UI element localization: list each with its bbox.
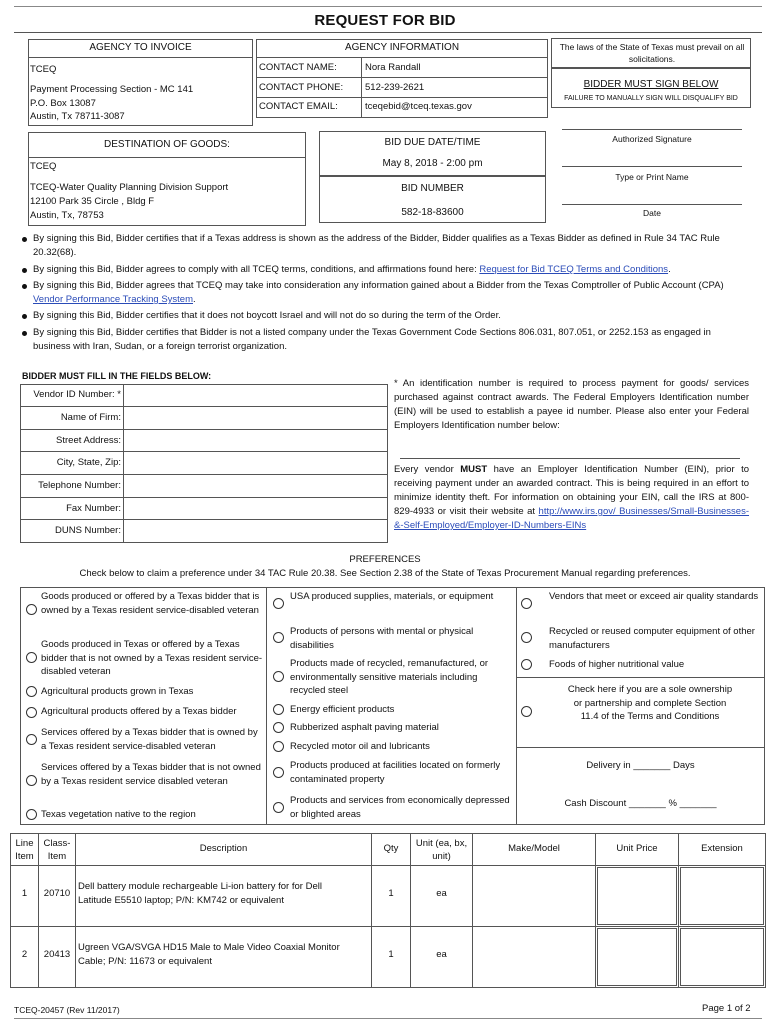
invoice-line: TCEQ [30,64,57,75]
firm-name-input[interactable] [125,408,386,428]
pref-radio[interactable] [273,767,284,778]
laws-notice-box [551,38,751,68]
bullet-icon [22,331,27,336]
authorized-signature-label: Authorized Signature [612,134,692,144]
row2-make-model-input[interactable] [474,928,594,986]
pref-radio[interactable] [26,686,37,697]
ein-input[interactable] [400,440,740,458]
laws-notice: The laws of the State of Texas must prevail on all solicitations. [559,42,745,64]
pref-col1-item: Texas vegetation native to the region [41,809,196,820]
invoice-line: Payment Processing Section - MC 141 [30,84,194,95]
pref-col1-item: Agricultural products offered by a Texas bidder [41,706,237,717]
pref-radio[interactable] [26,604,37,615]
pref-radio[interactable] [273,671,284,682]
certification-3: By signing this Bid, Bidder agrees that TCEQ may take into consideration any information gained about a Bidder from the Texas Comptroller of Public Account (CPA) Vendor Performance Tracking System. [33,280,724,305]
pref-col2-item: Rubberized asphalt paving material [290,722,439,733]
pref-radio[interactable] [521,659,532,670]
irs-website-link[interactable]: http://www.irs.gov/ Businesses/Small-Businesses-&-Self-Employed/Employer-ID-Numbers-EINs [394,506,750,531]
fax-input[interactable] [125,499,386,518]
certification-1: By signing this Bid, Bidder certifies that if a Texas address is shown as the address of the Bidder, Bidder qualifies as a Texas Bidder as defined in Rule 34 TAC Rule 20.32(68). [33,233,720,258]
vendor-id-input[interactable] [125,386,386,405]
pref-radio[interactable] [273,632,284,643]
pref-radio[interactable] [26,809,37,820]
col-header-unit: Unit (ea, bx, unit) [415,838,468,862]
certification-2: By signing this Bid, Bidder agrees to comply with all TCEQ terms, conditions, and affirmations found here: Request for Bid TCEQ Terms and Conditions. [33,264,671,275]
pref-radio[interactable] [26,734,37,745]
pref-col1-item: Services offered by a Texas bidder that is not owned by a Texas resident service disabled veteran [41,762,261,787]
pref-col1-item: Agricultural products grown in Texas [41,686,194,697]
pref-col1-item: Goods produced or offered by a Texas bidder that is owned by a Texas resident service-disabled veteran [41,591,260,616]
bid-number-value: 582-18-83600 [401,207,464,218]
row2-qty: 1 [388,949,394,960]
row1-description: Dell battery module rechargeable Li-ion battery for for Dell Latitude E5510 laptop; P/N: KM742 or equivalent [78,881,322,906]
pref-col2-item: Recycled motor oil and lubricants [290,741,430,752]
title-rule [14,32,762,33]
sole-ownership-radio[interactable] [521,706,532,717]
pref-col1-item: Goods produced in Texas or offered by a Texas bidder that is not owned by a Texas resident service-disabled veteran [41,639,263,677]
pref-col3-item: Foods of higher nutritional value [549,659,685,670]
ein-requirement-note: Every vendor MUST have an Employer Identification Number (EIN), prior to receiving payment under an awarded contract. This is being required in an effort to minimize identity theft. For information on obtaining your EIN, call the IRS at 800-829-4933 or visit their website at http://www.irs.gov/ Businesses/Small-Businesses-&-Self-Employed/Employer-ID-Numbers-EINs [394,464,750,531]
row1-line: 1 [21,888,28,899]
certification-4: By signing this Bid, Bidder certifies that it does not boycott Israel and will not do so during the term of the Order. [33,310,501,321]
destination-line: TCEQ [30,161,57,172]
pref-col2-item: Products made of recycled, remanufactured, or environmentally sensitive materials including recycled steel [290,658,489,696]
row1-qty: 1 [388,888,394,899]
pref-radio[interactable] [273,802,284,813]
col-header-description: Description [199,843,248,854]
bullet-icon [22,237,27,242]
bid-due-header: BID DUE DATE/TIME [384,137,481,148]
cash-discount: Cash Discount _______ % _______ [564,798,717,809]
pref-radio[interactable] [521,598,532,609]
street-address-label: Street Address: [56,435,121,446]
destination-line: Austin, Tx, 78753 [30,210,104,221]
row1-unit: ea [436,888,447,899]
contact-phone-label: CONTACT PHONE: [259,82,344,93]
vendor-id-label: Vendor ID Number: * [33,389,121,400]
disqualify-label: FAILURE TO MANUALLY SIGN WILL DISQUALIFY BID [564,95,738,102]
terms-conditions-link[interactable]: Request for Bid TCEQ Terms and Conditions [479,264,669,275]
telephone-label: Telephone Number: [38,480,121,491]
type-print-name-label: Type or Print Name [615,172,689,182]
destination-line: 12100 Park 35 Circle , Bldg F [30,196,155,207]
id-number-note: * An identification number is required to process payment for goods/ services purchased against contract awards. The Federal Employers Identification number (EIN) will be used to establish a payee id number. Please also enter your Federal Employers Identification number below: [394,378,749,431]
pref-col1-item: Services offered by a Texas bidder that is owned by a Texas resident service-disabled veteran [41,727,258,752]
row2-unit-price-input[interactable] [597,928,677,986]
pref-col2-item: Energy efficient products [290,704,395,715]
top-rule [14,6,762,7]
row1-unit-price-input[interactable] [597,867,677,925]
pref-col2-item: Products of persons with mental or physical disabilities [290,626,474,651]
contact-phone-value: 512-239-2621 [365,82,425,93]
row2-description: Ugreen VGA/SVGA HD15 Male to Male Video Coaxial Monitor Cable; P/N: 11673 or equivalent [78,942,340,967]
col-header-extension: Extension [701,843,743,854]
bidder-fields-header: BIDDER MUST FILL IN THE FIELDS BELOW: [22,371,212,381]
preferences-header: PREFERENCES [349,554,421,565]
row2-unit: ea [436,949,447,960]
pref-col3-item: Vendors that meet or exceed air quality standards [549,591,759,602]
invoice-line: Austin, Tx 78711-3087 [30,111,125,122]
row1-class: 20710 [43,888,71,899]
date-label: Date [643,208,661,218]
contact-email-value: tceqebid@tceq.texas.gov [365,101,472,112]
city-state-zip-label: City, State, Zip: [56,457,121,468]
sole-ownership-note: Check here if you are a sole ownership or partnership and complete Section 11.4 of the Terms and Conditions [567,684,733,722]
must-sign-label: BIDDER MUST SIGN BELOW [583,79,719,90]
certification-5: By signing this Bid, Bidder certifies that Bidder is not a listed company under the Texas Government Code Sections 806.031, 807.051, or 2252.153 as engaged in business with Iran, Sudan, or a foreign terrorist organization. [33,327,711,352]
pref-radio[interactable] [273,704,284,715]
row2-class: 20413 [43,949,71,960]
pref-col2-item: Products produced at facilities located on formerly contaminated property [290,760,501,785]
destination-line: TCEQ-Water Quality Planning Division Support [30,182,229,193]
bullet-icon [22,284,27,289]
pref-radio[interactable] [26,652,37,663]
contact-name-value: Nora Randall [365,62,421,73]
preferences-subheader: Check below to claim a preference under 34 TAC Rule 20.38. See Section 2.38 of the State of Texas Procurement Manual regarding preferences. [79,568,691,579]
col-header-class-item: Class-Item [43,838,71,862]
destination-header: DESTINATION OF GOODS: [104,139,230,150]
page-title: REQUEST FOR BID [314,12,456,29]
pref-radio[interactable] [273,598,284,609]
bid-number-box [319,176,546,223]
contact-name-label: CONTACT NAME: [259,62,337,73]
pref-radio[interactable] [521,632,532,643]
agency-info-header: AGENCY INFORMATION [344,42,460,53]
delivery-days: Delivery in _______ Days [586,760,695,771]
city-state-zip-input[interactable] [125,453,386,473]
bullet-icon [22,268,27,273]
pref-radio[interactable] [26,775,37,786]
pref-radio[interactable] [273,741,284,752]
bullet-icon [22,314,27,319]
contact-email-label: CONTACT EMAIL: [259,101,338,112]
col-header-line-item: Line Item [15,838,34,862]
pref-radio[interactable] [26,707,37,718]
page-number: Page 1 of 2 [702,1003,751,1014]
fax-label: Fax Number: [66,503,121,514]
bid-number-header: BID NUMBER [401,183,464,194]
pref-col3-item: Recycled or reused computer equipment of other manufacturers [549,626,755,651]
firm-name-label: Name of Firm: [60,412,121,423]
duns-input[interactable] [125,521,386,541]
row1-make-model-input[interactable] [474,867,594,925]
row2-line: 2 [21,949,28,960]
duns-label: DUNS Number: [55,525,121,536]
row2-extension-input[interactable] [680,928,764,986]
invoice-line: P.O. Box 13087 [30,98,96,109]
col-header-unit-price: Unit Price [616,843,658,854]
bid-due-value: May 8, 2018 - 2:00 pm [382,158,483,169]
col-header-make-model: Make/Model [508,843,560,854]
bid-due-box [319,131,546,176]
agency-invoice-header: AGENCY TO INVOICE [89,42,192,53]
vendor-performance-link[interactable]: Vendor Performance Tracking System [33,294,193,305]
pref-radio[interactable] [273,722,284,733]
must-sign-box [551,68,751,108]
row1-extension-input[interactable] [680,867,764,925]
pref-col2-item: Products and services from economically depressed or blighted areas [290,795,510,820]
pref-col2-item: USA produced supplies, materials, or equipment [290,591,494,602]
col-header-qty: Qty [383,843,399,854]
form-number: TCEQ-20457 (Rev 11/2017) [14,1005,120,1015]
telephone-input[interactable] [125,476,386,496]
street-address-input[interactable] [125,431,386,450]
